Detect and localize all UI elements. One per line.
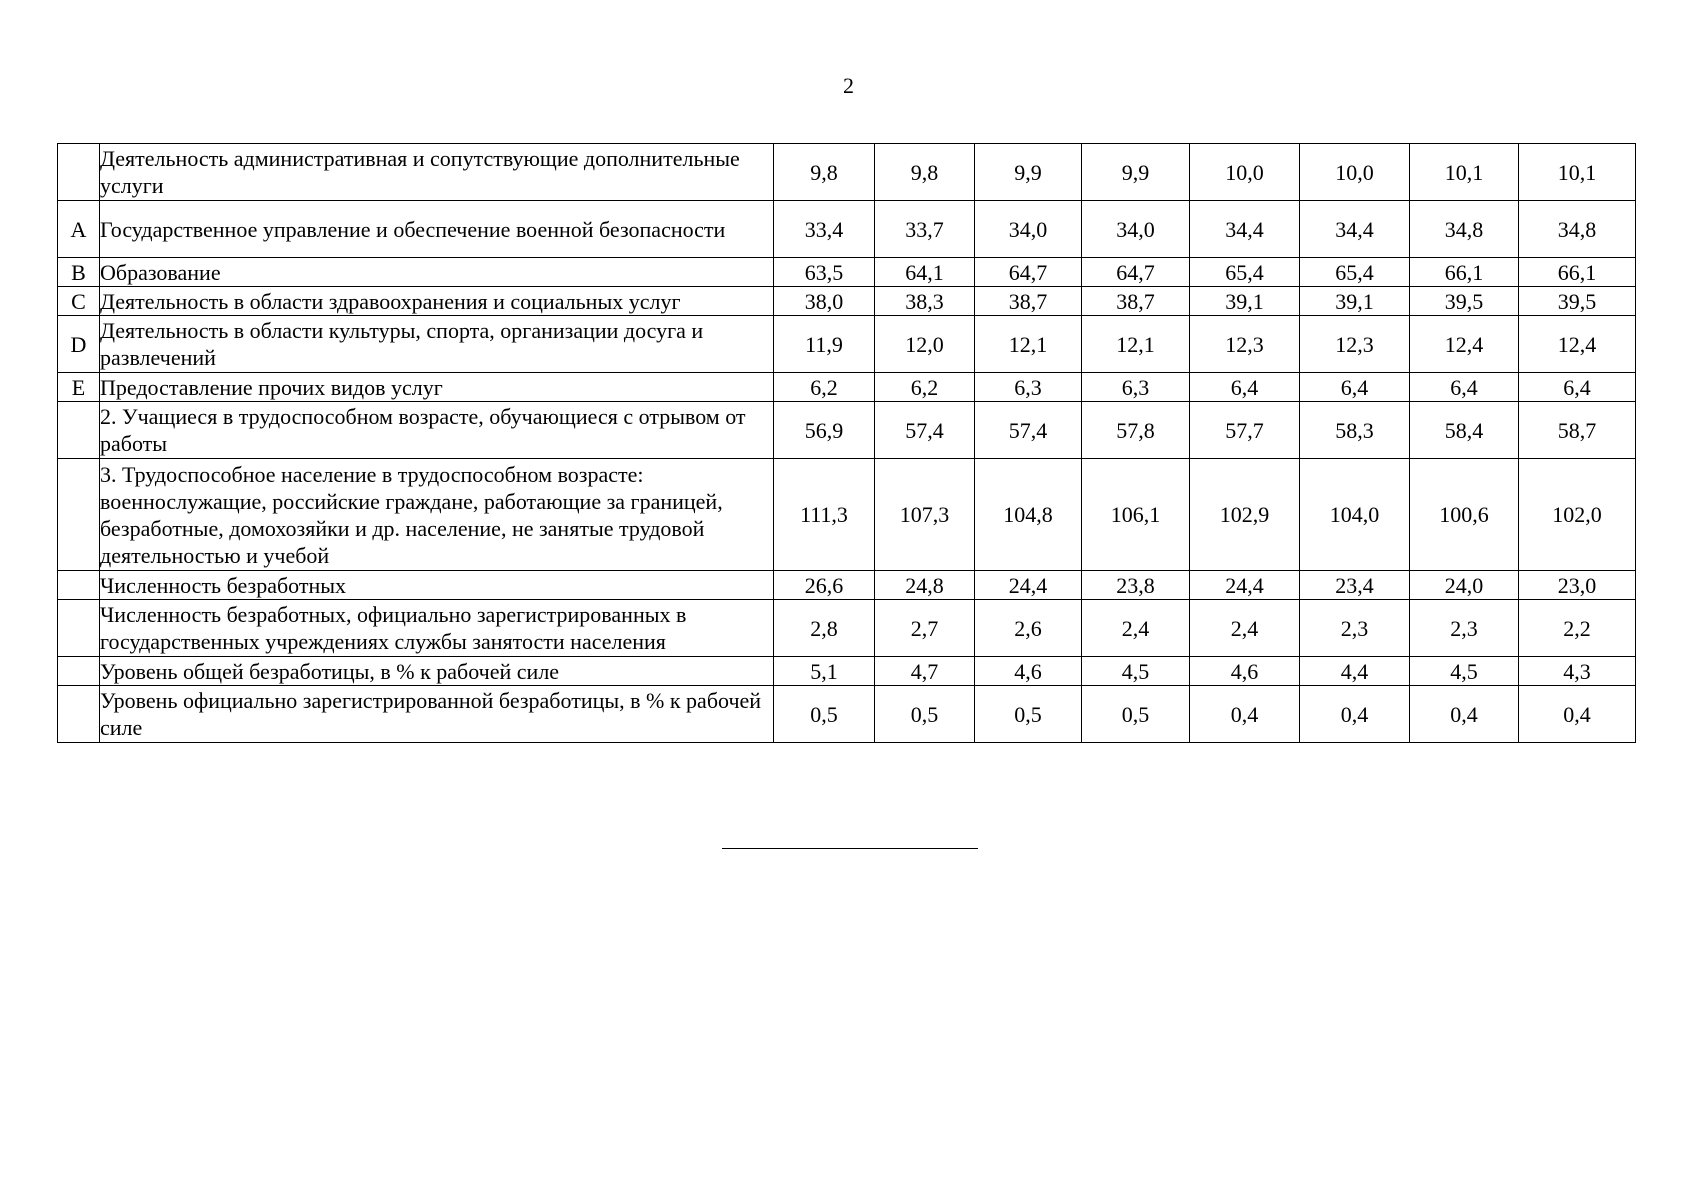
value-cell: 104,0 — [1300, 459, 1410, 571]
table-row — [58, 459, 1636, 571]
value-cell: 5,1 — [774, 657, 875, 686]
row-code: B — [58, 258, 100, 287]
value-cell: 24,4 — [1190, 571, 1300, 600]
value-cell: 64,1 — [875, 258, 975, 287]
value-cell: 2,8 — [774, 600, 875, 657]
value-cell: 6,4 — [1519, 373, 1636, 402]
table-row — [58, 201, 1636, 258]
value-cell: 111,3 — [774, 459, 875, 571]
value-cell: 9,8 — [875, 144, 975, 201]
value-cell: 102,0 — [1519, 459, 1636, 571]
footer-separator-line — [722, 848, 978, 849]
value-cell: 11,9 — [774, 316, 875, 373]
row-label: 3. Трудоспособное население в трудоспособном возрасте: военнослужащие, российские граждане, работающие за границей, безработные, домохозяйки и др. население, не занятые трудовой деятельностью и учебой — [100, 459, 774, 571]
value-cell: 24,0 — [1410, 571, 1519, 600]
row-code: E — [58, 373, 100, 402]
value-cell: 6,4 — [1410, 373, 1519, 402]
value-cell: 38,7 — [975, 287, 1082, 316]
value-cell: 9,9 — [975, 144, 1082, 201]
value-cell: 2,3 — [1300, 600, 1410, 657]
row-code — [58, 657, 100, 686]
value-cell: 56,9 — [774, 402, 875, 459]
value-cell: 38,7 — [1082, 287, 1190, 316]
value-cell: 39,1 — [1300, 287, 1410, 316]
row-code — [58, 459, 100, 571]
value-cell: 10,0 — [1300, 144, 1410, 201]
value-cell: 39,5 — [1519, 287, 1636, 316]
value-cell: 6,4 — [1300, 373, 1410, 402]
value-cell: 57,8 — [1082, 402, 1190, 459]
row-code — [58, 571, 100, 600]
value-cell: 6,2 — [774, 373, 875, 402]
row-label: Деятельность в области здравоохранения и социальных услуг — [100, 287, 774, 316]
value-cell: 34,0 — [1082, 201, 1190, 258]
row-code — [58, 144, 100, 201]
value-cell: 2,2 — [1519, 600, 1636, 657]
row-code: C — [58, 287, 100, 316]
value-cell: 38,3 — [875, 287, 975, 316]
value-cell: 4,3 — [1519, 657, 1636, 686]
value-cell: 34,0 — [975, 201, 1082, 258]
value-cell: 2,4 — [1082, 600, 1190, 657]
row-code: D — [58, 316, 100, 373]
table-row — [58, 657, 1636, 686]
value-cell: 26,6 — [774, 571, 875, 600]
value-cell: 57,4 — [875, 402, 975, 459]
table-row — [58, 144, 1636, 201]
value-cell: 4,4 — [1300, 657, 1410, 686]
value-cell: 39,5 — [1410, 287, 1519, 316]
value-cell: 102,9 — [1190, 459, 1300, 571]
value-cell: 65,4 — [1190, 258, 1300, 287]
value-cell: 4,7 — [875, 657, 975, 686]
value-cell: 12,3 — [1190, 316, 1300, 373]
table-body — [58, 144, 1636, 743]
table-row — [58, 686, 1636, 743]
value-cell: 24,8 — [875, 571, 975, 600]
value-cell: 2,7 — [875, 600, 975, 657]
value-cell: 12,3 — [1300, 316, 1410, 373]
value-cell: 39,1 — [1190, 287, 1300, 316]
value-cell: 0,5 — [975, 686, 1082, 743]
value-cell: 0,4 — [1410, 686, 1519, 743]
page-number: 2 — [843, 73, 854, 98]
value-cell: 6,4 — [1190, 373, 1300, 402]
value-cell: 107,3 — [875, 459, 975, 571]
value-cell: 9,8 — [774, 144, 875, 201]
table-row — [58, 258, 1636, 287]
value-cell: 12,0 — [875, 316, 975, 373]
row-code — [58, 686, 100, 743]
value-cell: 66,1 — [1519, 258, 1636, 287]
value-cell: 23,4 — [1300, 571, 1410, 600]
value-cell: 2,6 — [975, 600, 1082, 657]
value-cell: 12,1 — [1082, 316, 1190, 373]
row-label: Уровень официально зарегистрированной безработицы, в % к рабочей силе — [100, 686, 774, 743]
value-cell: 34,8 — [1410, 201, 1519, 258]
row-label: 2. Учащиеся в трудоспособном возрасте, обучающиеся с отрывом от работы — [100, 402, 774, 459]
value-cell: 4,6 — [1190, 657, 1300, 686]
row-code — [58, 402, 100, 459]
value-cell: 57,4 — [975, 402, 1082, 459]
table-row — [58, 600, 1636, 657]
table-row — [58, 316, 1636, 373]
value-cell: 104,8 — [975, 459, 1082, 571]
value-cell: 64,7 — [1082, 258, 1190, 287]
value-cell: 63,5 — [774, 258, 875, 287]
value-cell: 23,0 — [1519, 571, 1636, 600]
value-cell: 33,4 — [774, 201, 875, 258]
value-cell: 4,5 — [1410, 657, 1519, 686]
value-cell: 66,1 — [1410, 258, 1519, 287]
value-cell: 38,0 — [774, 287, 875, 316]
value-cell: 6,2 — [875, 373, 975, 402]
value-cell: 4,5 — [1082, 657, 1190, 686]
value-cell: 2,4 — [1190, 600, 1300, 657]
value-cell: 0,5 — [1082, 686, 1190, 743]
row-code: A — [58, 201, 100, 258]
value-cell: 10,1 — [1519, 144, 1636, 201]
value-cell: 12,4 — [1410, 316, 1519, 373]
value-cell: 10,1 — [1410, 144, 1519, 201]
value-cell: 34,4 — [1300, 201, 1410, 258]
table-row — [58, 373, 1636, 402]
value-cell: 12,4 — [1519, 316, 1636, 373]
value-cell: 2,3 — [1410, 600, 1519, 657]
value-cell: 106,1 — [1082, 459, 1190, 571]
value-cell: 0,4 — [1519, 686, 1636, 743]
row-label: Уровень общей безработицы, в % к рабочей силе — [100, 657, 774, 686]
row-label: Деятельность в области культуры, спорта, организации досуга и развлечений — [100, 316, 774, 373]
value-cell: 100,6 — [1410, 459, 1519, 571]
value-cell: 6,3 — [975, 373, 1082, 402]
table-row — [58, 287, 1636, 316]
value-cell: 0,5 — [875, 686, 975, 743]
table-row — [58, 402, 1636, 459]
value-cell: 23,8 — [1082, 571, 1190, 600]
value-cell: 0,4 — [1300, 686, 1410, 743]
value-cell: 0,5 — [774, 686, 875, 743]
value-cell: 6,3 — [1082, 373, 1190, 402]
value-cell: 58,7 — [1519, 402, 1636, 459]
row-label: Предоставление прочих видов услуг — [100, 373, 774, 402]
table-row — [58, 571, 1636, 600]
row-label: Численность безработных, официально зарегистрированных в государственных учреждениях службы занятости населения — [100, 600, 774, 657]
value-cell: 9,9 — [1082, 144, 1190, 201]
value-cell: 0,4 — [1190, 686, 1300, 743]
value-cell: 24,4 — [975, 571, 1082, 600]
row-label: Численность безработных — [100, 571, 774, 600]
row-label: Деятельность административная и сопутствующие дополнительные услуги — [100, 144, 774, 201]
row-code — [58, 600, 100, 657]
value-cell: 57,7 — [1190, 402, 1300, 459]
value-cell: 58,3 — [1300, 402, 1410, 459]
statistics-table — [57, 143, 1636, 743]
value-cell: 34,8 — [1519, 201, 1636, 258]
value-cell: 34,4 — [1190, 201, 1300, 258]
row-label: Образование — [100, 258, 774, 287]
value-cell: 58,4 — [1410, 402, 1519, 459]
value-cell: 12,1 — [975, 316, 1082, 373]
value-cell: 10,0 — [1190, 144, 1300, 201]
value-cell: 33,7 — [875, 201, 975, 258]
value-cell: 4,6 — [975, 657, 1082, 686]
row-label: Государственное управление и обеспечение военной безопасности — [100, 201, 774, 258]
value-cell: 65,4 — [1300, 258, 1410, 287]
value-cell: 64,7 — [975, 258, 1082, 287]
